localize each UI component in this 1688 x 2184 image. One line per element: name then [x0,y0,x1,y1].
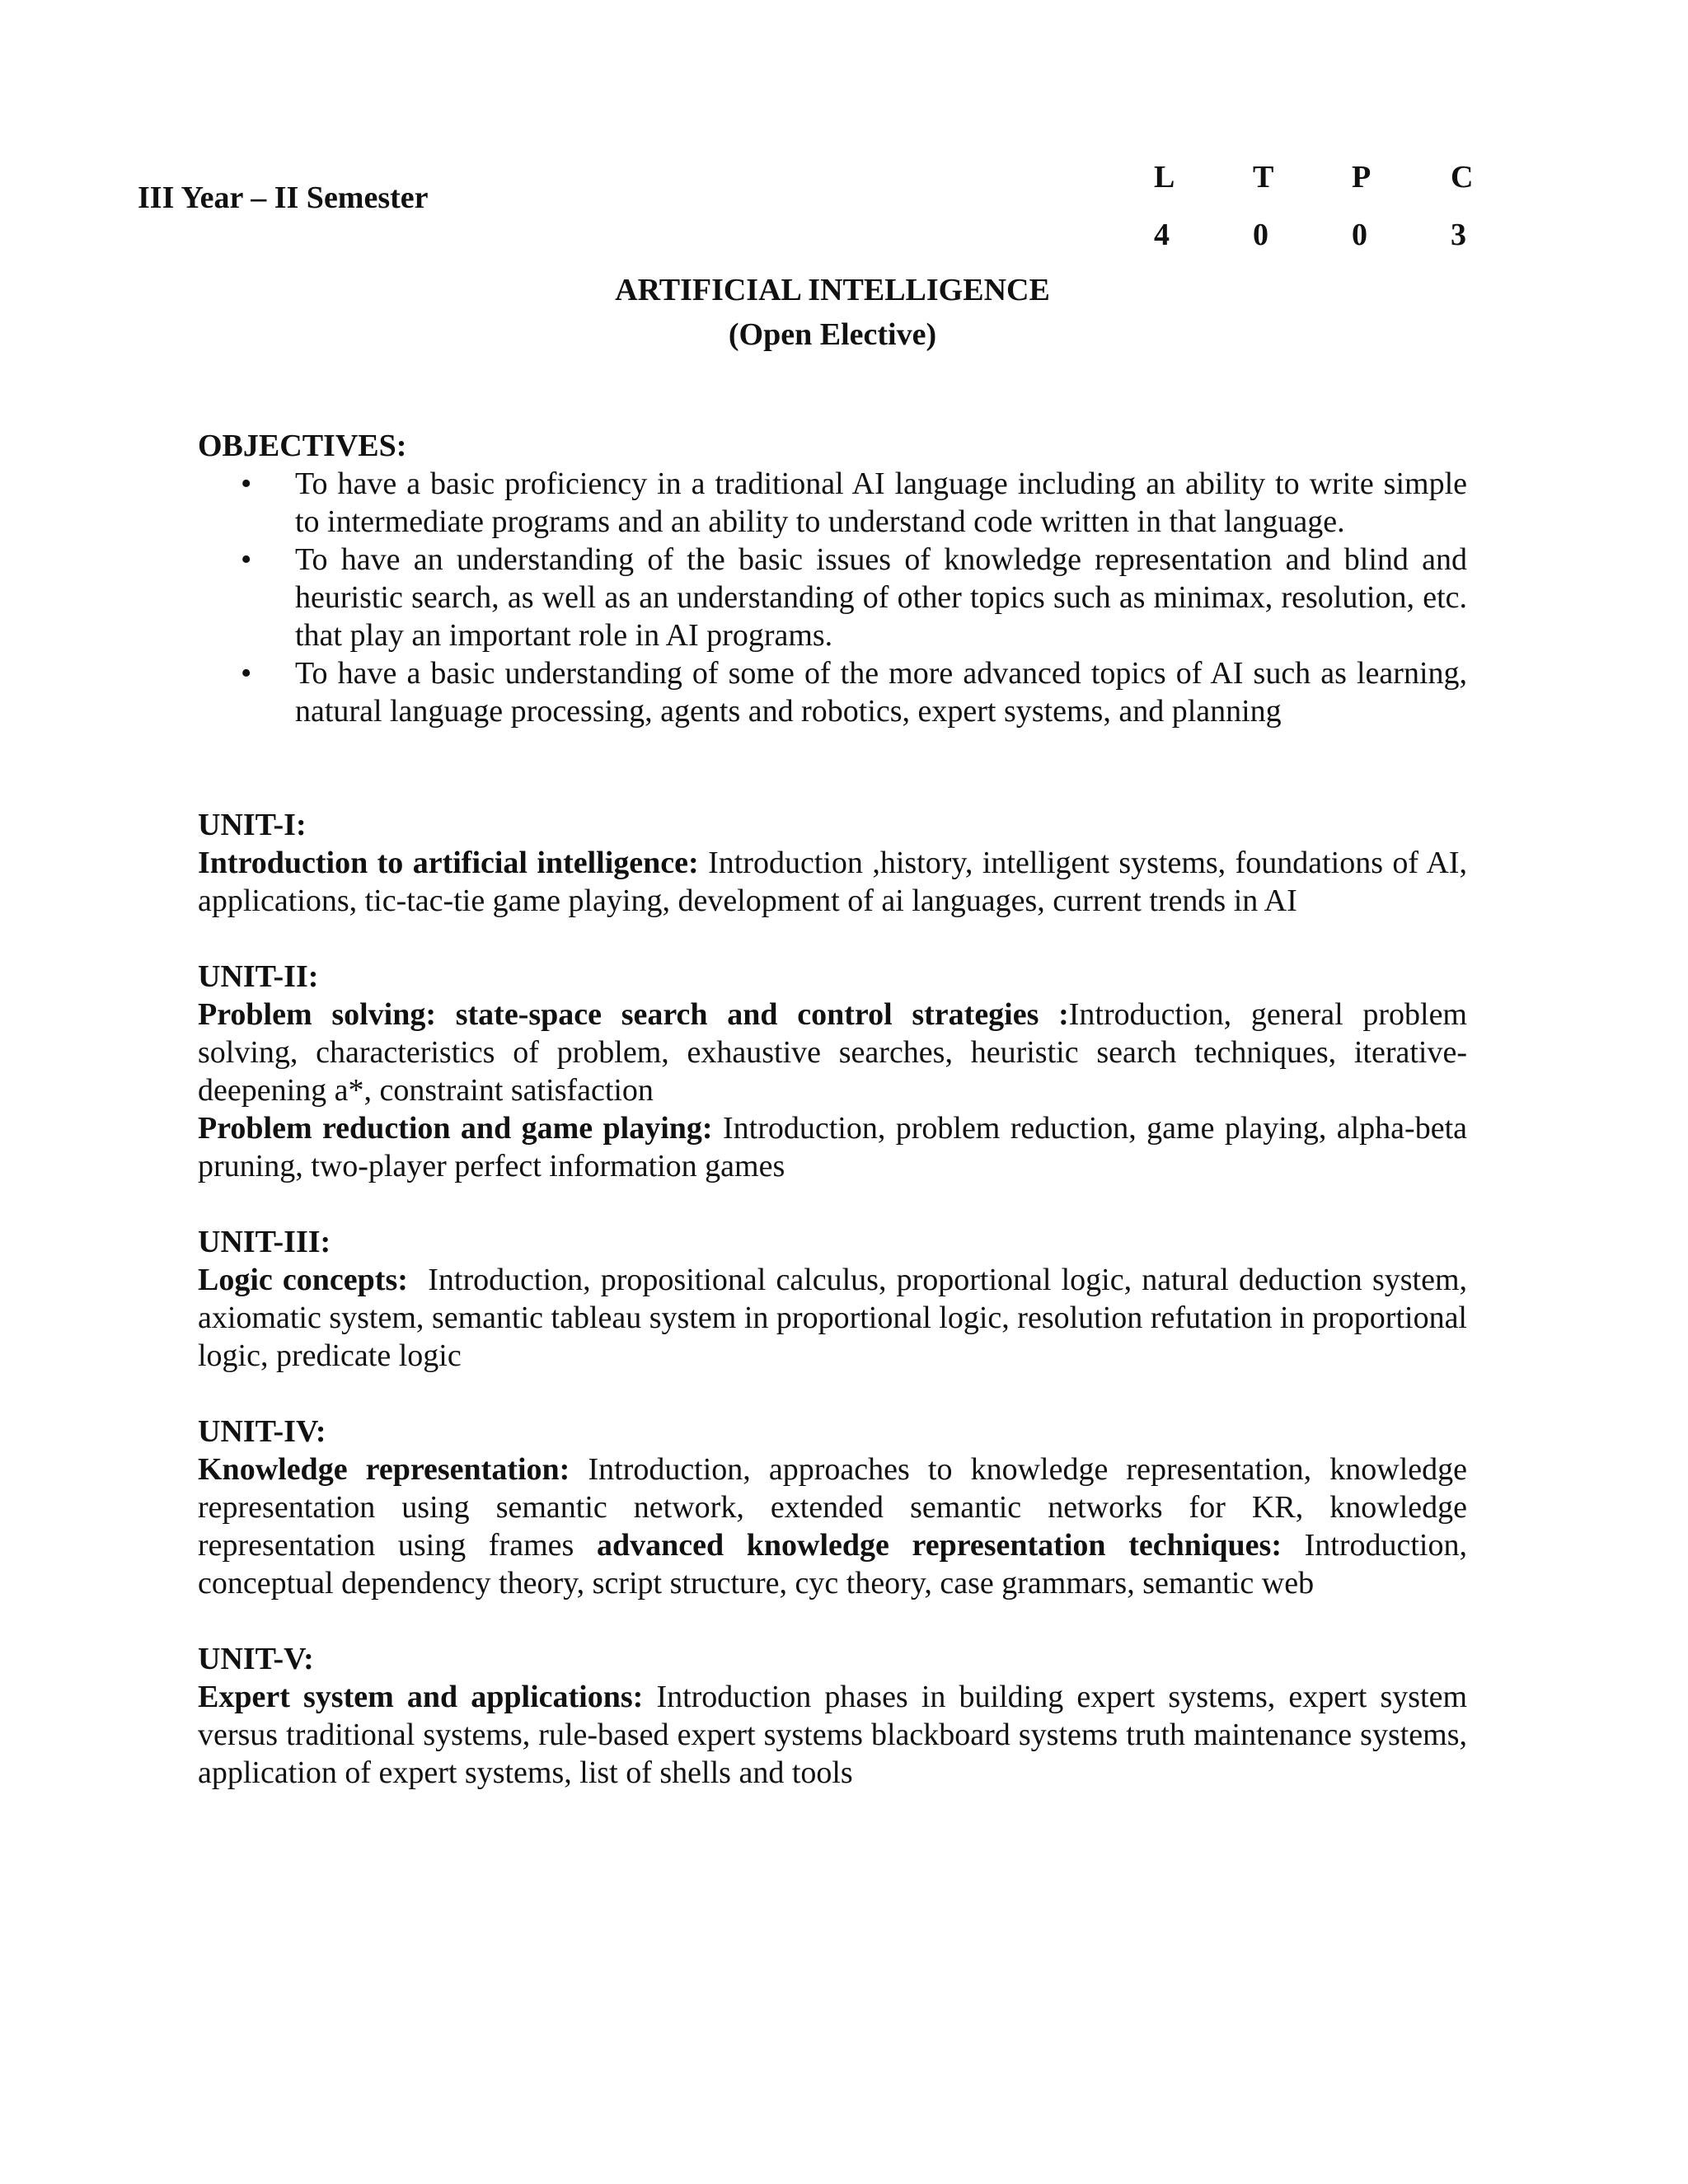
objective-item [198,541,1467,654]
topic-title: advanced knowledge representation techniques: [596,1528,1282,1563]
unit-heading: UNIT-IV: [198,1414,326,1449]
objectives-section [198,427,1467,730]
unit-paragraph [198,996,1467,1109]
bullet-icon: • [241,542,252,577]
unit-paragraph [198,1261,1475,1375]
topic-text: Introduction ,history, intelligent systems, foundations of AI, applications, tic-tac-tie game playing, development of ai languages, current trends in AI [198,846,1467,918]
bullet-icon: • [241,466,252,501]
course-title-block [0,268,1665,357]
unit-heading: UNIT-III: [198,1225,331,1259]
unit-3-section [198,1223,1475,1375]
ltpc-header-t: T [1253,160,1274,194]
semester-label: III Year – II Semester [138,180,429,215]
ltpc-header-c: C [1451,160,1474,194]
syllabus-content [198,427,1475,1792]
unit-paragraph [198,1451,1467,1602]
unit-heading: UNIT-II: [198,959,319,994]
unit-heading: UNIT-I: [198,808,307,842]
objective-text: To have a basic proficiency in a traditional AI language including an ability to write simple to intermediate programs and an ability to understand code written in that language. [295,466,1467,539]
topic-title: Introduction to artificial intelligence: [198,846,699,880]
topic-text: Introduction, conceptual dependency theory, script structure, cyc theory, case grammars, semantic web [198,1528,1467,1601]
topic-text: Introduction, propositional calculus, proportional logic, natural deduction system, axiomatic system, semantic tableau system in proportional logic, resolution refutation in proportional logic, predicate logic [198,1263,1475,1373]
ltpc-value-t: 0 [1253,218,1268,252]
objective-text: To have an understanding of the basic issues of knowledge representation and blind and heuristic search, as well as an understanding of other topics such as minimax, resolution, etc. that play an important role in AI programs. [295,542,1467,653]
unit-5-section [198,1640,1467,1792]
ltpc-header-l: L [1154,160,1175,194]
objective-item [198,465,1467,541]
unit-2-section [198,958,1467,1185]
unit-heading: UNIT-V: [198,1642,314,1676]
ltpc-header-p: P [1352,160,1372,194]
ltpc-value-p: 0 [1352,218,1367,252]
bullet-icon: • [241,656,252,691]
ltpc-value-l: 4 [1154,218,1170,252]
topic-title: Problem solving: state-space search and control strategies : [198,997,1069,1032]
ltpc-value-c: 3 [1451,218,1466,252]
ltpc-header-row [1154,148,1500,206]
objective-item [198,654,1467,730]
course-subtitle: (Open Elective) [728,317,937,352]
topic-text: Introduction, problem reduction, game playing, alpha-beta pruning, two-player perfect information games [198,1111,1467,1183]
objective-text: To have a basic understanding of some of the more advanced topics of AI such as learning, natural language processing, agents and robotics, expert systems, and planning [295,656,1467,729]
topic-text: Introduction, general problem solving, characteristics of problem, exhaustive searches, heuristic search techniques, iterative-deepening a*, constraint satisfaction [198,997,1467,1108]
unit-paragraph [198,1109,1467,1185]
topic-title: Problem reduction and game playing: [198,1111,713,1146]
objectives-heading: OBJECTIVES: [198,429,407,463]
ltpc-table [1154,148,1500,264]
ltpc-value-row [1154,206,1500,264]
topic-title: Expert system and applications: [198,1680,644,1714]
topic-title: Knowledge representation: [198,1452,570,1487]
topic-title: Logic concepts: [198,1263,408,1297]
unit-1-section [198,806,1467,920]
topic-text: Introduction phases in building expert systems, expert system versus traditional systems, rule-based expert systems blackboard systems truth maintenance systems, application of expert systems, list of shells and tools [198,1680,1468,1790]
course-title: ARTIFICIAL INTELLIGENCE [615,273,1050,307]
topic-text: Introduction, approaches to knowledge representation, knowledge representation using semantic network, extended semantic networks for KR, knowledge representation using frames [198,1452,1467,1563]
unit-4-section [198,1413,1467,1602]
objectives-list [198,465,1467,730]
unit-paragraph [198,1678,1467,1792]
unit-paragraph [198,844,1467,920]
